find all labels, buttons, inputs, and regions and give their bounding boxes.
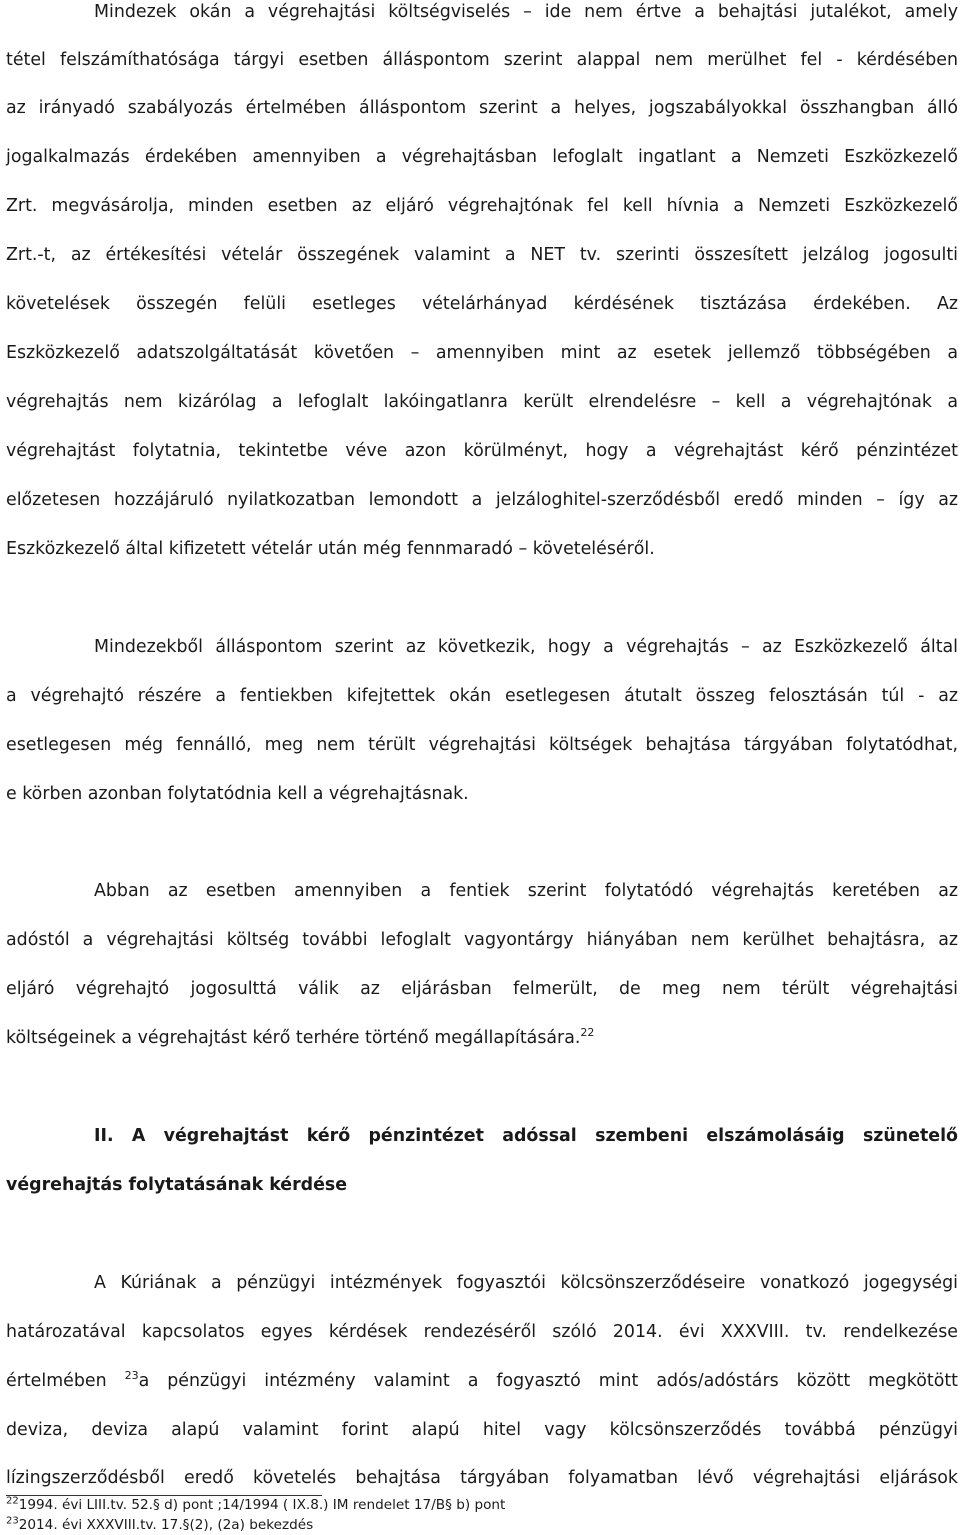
p3-line-1: Abban az esetben amennyiben a fentiek szerint folytatódó végrehajtás keretében az	[94, 881, 958, 901]
p1-line-9: végrehajtás nem kizárólag a lefoglalt lakóingatlanra került elrendelésre – kell a végrehajtónak a	[6, 392, 958, 412]
p1-line-12: Eszközkezelő által kifizetett vételár után még fennmaradó – követeléséről.	[6, 539, 655, 559]
footnote-23-text: 2014. évi XXXVIII.tv. 17.§(2), (2a) bekezdés	[18, 1517, 314, 1533]
p3-line-4-text: költségeinek a végrehajtást kérő terhére történő megállapítására.	[6, 1028, 581, 1048]
p4-line-5: lízingszerződésből eredő követelés behajtása tárgyában folyamatban lévő végrehajtási eljárások	[6, 1468, 958, 1488]
p4-line-4: deviza, deviza alapú valamint forint alapú hitel vagy kölcsönszerződés továbbá pénzügyi	[6, 1420, 958, 1440]
p1-line-11: előzetesen hozzájáruló nyilatkozatban lemondott a jelzáloghitel-szerződésből eredő minden – így az	[6, 490, 958, 510]
p3-line-4	[6, 1026, 958, 1050]
footnote-22	[6, 1497, 505, 1513]
p4-line-3-pre: értelmében	[6, 1371, 125, 1391]
p2-line-1: Mindezekből álláspontom szerint az következik, hogy a végrehajtás – az Eszközkezelő által	[94, 637, 958, 657]
p1-line-10: végrehajtást folytatnia, tekintetbe véve azon körülményt, hogy a végrehajtást kérő pénzintézet	[6, 441, 958, 461]
footnote-23	[6, 1517, 313, 1533]
footnote-22-text: 1994. évi LIII.tv. 52.§ d) pont ;14/1994 ( IX.8.) IM rendelet 17/B§ b) pont	[18, 1497, 506, 1513]
p1-line-8: Eszközkezelő adatszolgáltatását követően – amennyiben mint az esetek jellemző többségében a	[6, 343, 958, 363]
p2-line-4: e körben azonban folytatódnia kell a végrehajtásnak.	[6, 784, 469, 804]
p1-line-7: követelések összegén felüli esetleges vételárhányad kérdésének tisztázása érdekében. Az	[6, 294, 958, 314]
p4-line-3	[6, 1369, 958, 1393]
p1-line-5: Zrt. megvásárolja, minden esetben az eljáró végrehajtónak fel kell hívnia a Nemzeti Eszközkezelő	[6, 196, 958, 216]
section-heading-line-1: II. A végrehajtást kérő pénzintézet adóssal szembeni elszámolásáig szünetelő	[94, 1126, 958, 1146]
p2-line-3: esetlegesen még fennálló, meg nem térült végrehajtási költségek behajtása tárgyában folytatódhat,	[6, 735, 958, 755]
footnote-ref-22[interactable]: 22	[580, 1026, 595, 1040]
p1-line-2: tétel felszámíthatósága tárgyi esetben álláspontom szerint alappal nem merülhet fel - kérdésében	[6, 50, 958, 70]
footnote-separator	[6, 1495, 322, 1496]
section-heading-line-2: végrehajtás folytatásának kérdése	[6, 1175, 348, 1195]
p4-line-2: határozatával kapcsolatos egyes kérdések rendezéséről szóló 2014. évi XXXVIII. tv. rendelkezése	[6, 1322, 958, 1342]
p2-line-2: a végrehajtó részére a fentiekben kifejtettek okán esetlegesen átutalt összeg felosztásán túl - az	[6, 686, 958, 706]
footnote-ref-23[interactable]: 23	[124, 1369, 139, 1383]
footnote-23-number: 23	[6, 1515, 19, 1527]
p4-line-1: A Kúriának a pénzügyi intézmények fogyasztói kölcsönszerződéseire vonatkozó jogegységi	[94, 1273, 958, 1293]
p4-line-3-post: a pénzügyi intézmény valamint a fogyasztó mint adós/adóstárs között megkötött	[138, 1371, 958, 1391]
footnote-22-number: 22	[6, 1495, 19, 1507]
p1-line-3: az irányadó szabályozás értelmében álláspontom szerint a helyes, jogszabályokkal összhangban álló	[6, 98, 958, 118]
p3-line-3: eljáró végrehajtó jogosulttá válik az eljárásban felmerült, de meg nem térült végrehajtási	[6, 979, 958, 999]
p1-line-6: Zrt.-t, az értékesítési vételár összegének valamint a NET tv. szerinti összesített jelzálog jogosulti	[6, 245, 958, 265]
p3-line-2: adóstól a végrehajtási költség további lefoglalt vagyontárgy hiányában nem kerülhet behajtásra, az	[6, 930, 958, 950]
p1-line-4: jogalkalmazás érdekében amennyiben a végrehajtásban lefoglalt ingatlant a Nemzeti Eszközkezelő	[6, 147, 958, 167]
p1-line-1: Mindezek okán a végrehajtási költségviselés – ide nem értve a behajtási jutalékot, amely	[94, 2, 958, 22]
